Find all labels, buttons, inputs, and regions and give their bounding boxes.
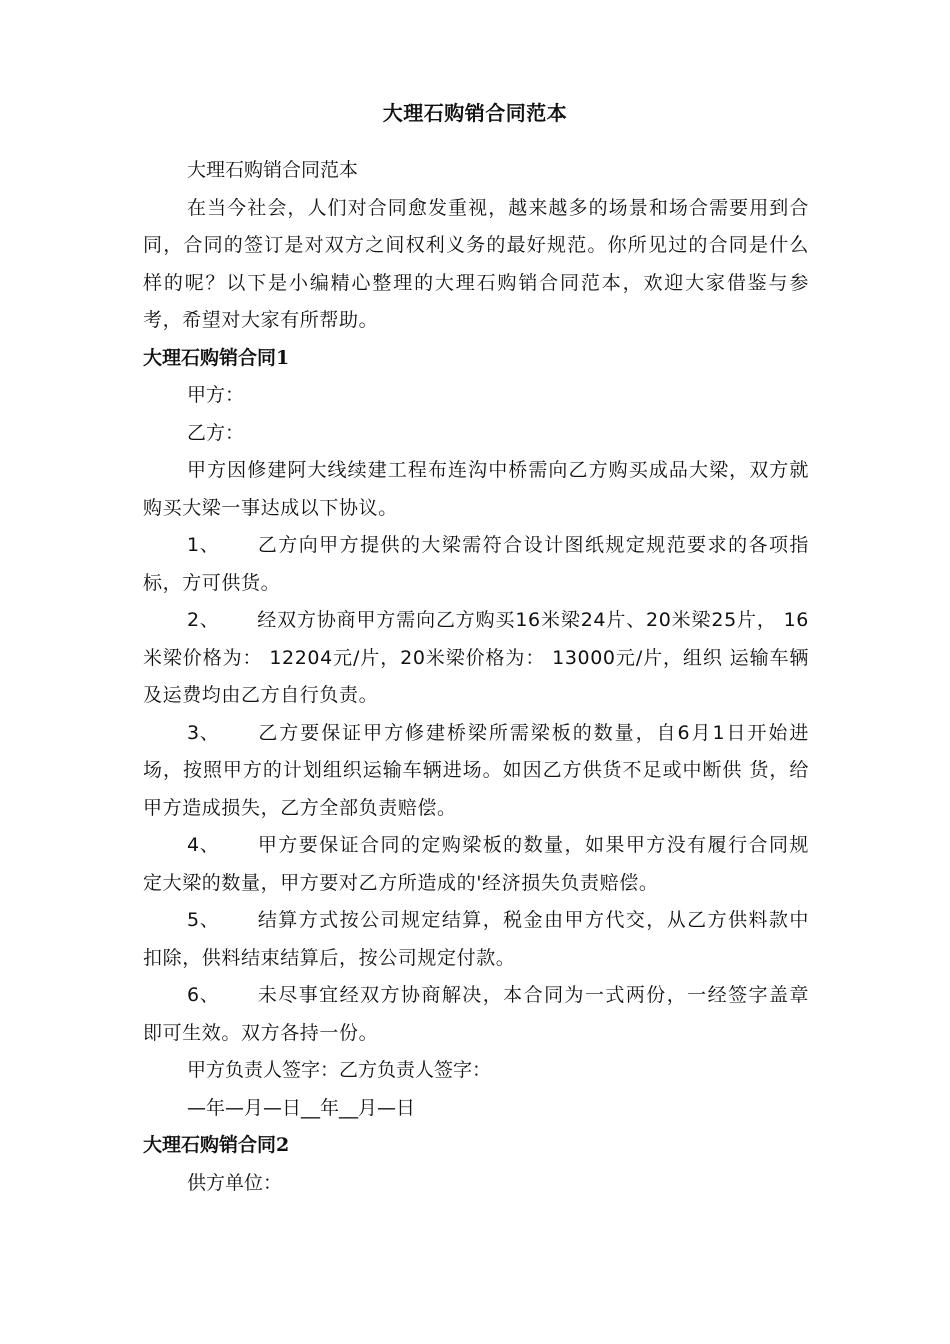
clause-3	[143, 715, 809, 828]
clause-1	[143, 527, 809, 602]
clause-number: 6、	[187, 984, 220, 1006]
contract-1-preamble: 甲方因修建阿大线续建工程布连沟中桥需向乙方购买成品大梁，双方就购买大梁一事达成以下协议。	[143, 459, 809, 519]
clause-text: 甲方要保证合同的定购梁板的数量，如果甲方没有履行合同规 定大梁的数量，甲方要对乙方所造成的'经济损失负责赔偿。	[143, 834, 809, 894]
clause-number: 2、	[187, 609, 220, 631]
date-line: —年—月—日__年__月—日	[187, 1096, 416, 1119]
clause-text: 结算方式按公司规定结算，税金由甲方代交，从乙方供料款中 扣除，供料结束结算后，按公司规定付款。	[143, 909, 809, 969]
contract-1-heading: 大理石购销合同1	[143, 346, 290, 369]
clause-6	[143, 977, 809, 1052]
signature-line: 甲方负责人签字：乙方负责人签字：	[187, 1059, 492, 1081]
clause-text: 乙方要保证甲方修建桥梁所需梁板的数量，自6月1日开始进 场，按照甲方的计划组织运输车辆进场。如因乙方供货不足或中断供 货，给甲方造成损失，乙方全部负责赔偿。	[143, 721, 809, 819]
document-title: 大理石购销合同范本	[382, 101, 568, 125]
clause-text: 未尽事宜经双方协商解决，本合同为一式两份，一经签字盖章 即可生效。双方各持一份。	[143, 984, 809, 1044]
document-body	[143, 152, 809, 1202]
clause-number: 1、	[187, 534, 220, 556]
clause-number: 3、	[187, 721, 220, 744]
intro-subtitle: 大理石购销合同范本	[187, 159, 359, 181]
supplier-line: 供方单位：	[187, 1171, 283, 1194]
clause-5	[143, 902, 809, 977]
party-a-line: 甲方：	[187, 384, 245, 406]
contract-2-heading: 大理石购销合同2	[143, 1134, 290, 1156]
clause-4	[143, 827, 809, 902]
clause-text: 乙方向甲方提供的大梁需符合设计图纸规定规范要求的各项指 标，方可供货。	[143, 534, 809, 594]
clause-text: 经双方协商甲方需向乙方购买16米梁24片、20米梁25片， 16米梁价格为： 12204元/片，20米梁价格为： 13000元/片，组织 运输车辆及运费均由乙方自行负责。	[143, 609, 809, 706]
clause-2	[143, 602, 809, 715]
clause-number: 4、	[187, 834, 220, 856]
clause-number: 5、	[187, 909, 220, 931]
intro-paragraph: 在当今社会，人们对合同愈发重视，越来越多的场景和场合需要用到合同，合同的签订是对双方之间权利义务的最好规范。你所见过的合同是什么样的呢？以下是小编精心整理的大理石购销合同范本，欢迎大家借鉴与参考，希望对大家有所帮助。	[143, 196, 809, 331]
party-b-line: 乙方：	[187, 421, 245, 444]
